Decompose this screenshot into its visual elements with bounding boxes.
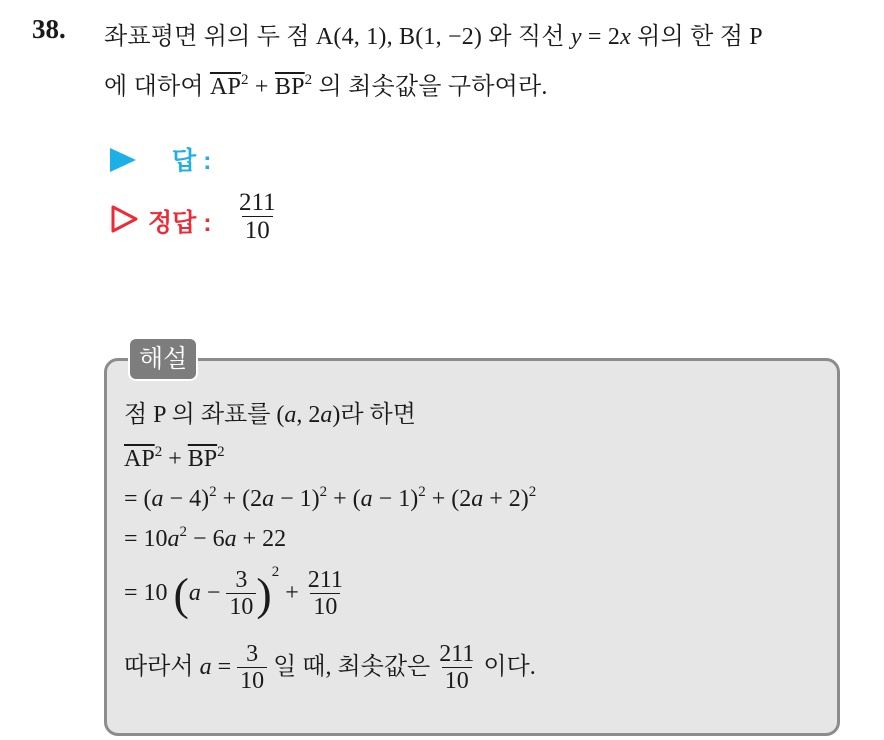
s2-ap: $\overline{AP}$ — [124, 446, 155, 472]
s6-a: a — [199, 653, 212, 680]
solution-line-1 — [124, 394, 416, 429]
correct-answer-fraction — [236, 190, 279, 245]
s1-post: )라 하면 — [332, 402, 416, 428]
s1-pre: 점 P 의 좌표를 ( — [124, 402, 285, 428]
q1-text-b: = 2 — [581, 24, 621, 50]
solution-line-2 — [124, 446, 225, 473]
s3-t4: − 1) — [274, 486, 320, 512]
s2-exp-1: 2 — [154, 444, 163, 460]
q1-var-y: y — [570, 24, 582, 50]
outline-triangle-icon — [110, 204, 140, 234]
s5-frac-2 — [305, 568, 346, 621]
q2-plus: + — [248, 74, 275, 100]
s4-e1: 2 — [179, 524, 188, 540]
s2-exp-2: 2 — [217, 444, 225, 460]
s6-den-2: 10 — [442, 667, 472, 694]
s5-a: a — [188, 579, 201, 606]
q1-text-c: 위의 한 점 P — [630, 24, 763, 50]
q2-segment-ap: $\overline{AP}$ — [209, 74, 242, 100]
s4-a1: a — [167, 526, 180, 552]
q1-var-x: x — [620, 24, 631, 50]
answer-denominator: 10 — [242, 216, 273, 245]
solution-line-3 — [124, 486, 536, 513]
correct-answer-label: 정답 : — [148, 209, 212, 237]
s5-minus: − — [200, 579, 227, 606]
s3-t7: + (2 — [425, 486, 472, 512]
q2-exp-1: 2 — [241, 72, 249, 88]
s6-den-1: 10 — [237, 667, 267, 694]
s4-t2: − 6 — [187, 526, 225, 552]
s5-frac-1 — [226, 568, 256, 621]
s2-plus: + — [162, 446, 188, 472]
s3-e4: 2 — [528, 484, 537, 500]
s3-a4: a — [471, 486, 484, 512]
s3-t5: + ( — [327, 486, 361, 512]
s4-t3: + 22 — [236, 526, 287, 552]
solution-line-6 — [124, 642, 536, 695]
s3-t3: + (2 — [216, 486, 263, 512]
s5-lparen: ( — [173, 568, 189, 620]
s3-t1: = ( — [124, 486, 152, 512]
s5-num-2: 211 — [307, 567, 343, 593]
s6-frac-2 — [436, 642, 477, 695]
s3-t8: + 2) — [483, 486, 529, 512]
s3-a1: a — [151, 486, 164, 512]
s2-bp: $\overline{BP}$ — [187, 446, 218, 472]
s6-eq: = — [211, 653, 238, 680]
q2-post: 의 최솟값을 구하여라. — [312, 74, 548, 100]
s4-t1: = 10 — [124, 526, 168, 552]
question-number: 38. — [32, 14, 66, 44]
s5-exp: 2 — [271, 563, 280, 580]
s3-e1: 2 — [209, 484, 217, 500]
s6-t2: 일 때, 최솟값은 — [267, 653, 437, 680]
s5-num-1: 3 — [235, 567, 248, 593]
solution-tag: 해설 — [128, 337, 198, 381]
s4-a2: a — [224, 526, 237, 552]
s6-num-1: 3 — [246, 641, 259, 667]
solution-line-4 — [124, 526, 286, 553]
q2-exp-2: 2 — [304, 72, 313, 88]
q2-pre: 에 대하여 — [104, 74, 210, 100]
s1-a: a — [284, 402, 297, 428]
answer-label: 답 : — [172, 147, 212, 175]
play-triangle-icon — [110, 148, 136, 172]
s5-rparen: ) — [256, 568, 272, 620]
s3-t6: − 1) — [372, 486, 419, 512]
s3-a2: a — [262, 486, 275, 512]
s6-t1: 따라서 — [124, 653, 200, 680]
s5-den-1: 10 — [226, 593, 256, 620]
question-line-2 — [104, 66, 548, 101]
s3-a3: a — [360, 486, 373, 512]
question-line-1 — [104, 16, 763, 51]
s5-plus: + — [279, 579, 305, 606]
s5-den-2: 10 — [310, 593, 340, 620]
s3-e2: 2 — [319, 484, 328, 500]
s3-e3: 2 — [418, 484, 426, 500]
s5-t1: = 10 — [124, 579, 174, 606]
s1-a2: a — [320, 402, 333, 428]
q2-segment-bp: $\overline{BP}$ — [274, 74, 305, 100]
answer-numerator: 211 — [239, 189, 276, 216]
s3-t2: − 4) — [163, 486, 210, 512]
solution-line-5 — [124, 563, 346, 621]
s6-num-2: 211 — [439, 641, 475, 667]
s6-frac-1 — [237, 642, 267, 695]
q1-text-a: 좌표평면 위의 두 점 A(4, 1), B(1, −2) 와 직선 — [104, 24, 571, 50]
s1-mid: , 2 — [296, 402, 321, 428]
s6-t3: 이다. — [477, 653, 536, 680]
